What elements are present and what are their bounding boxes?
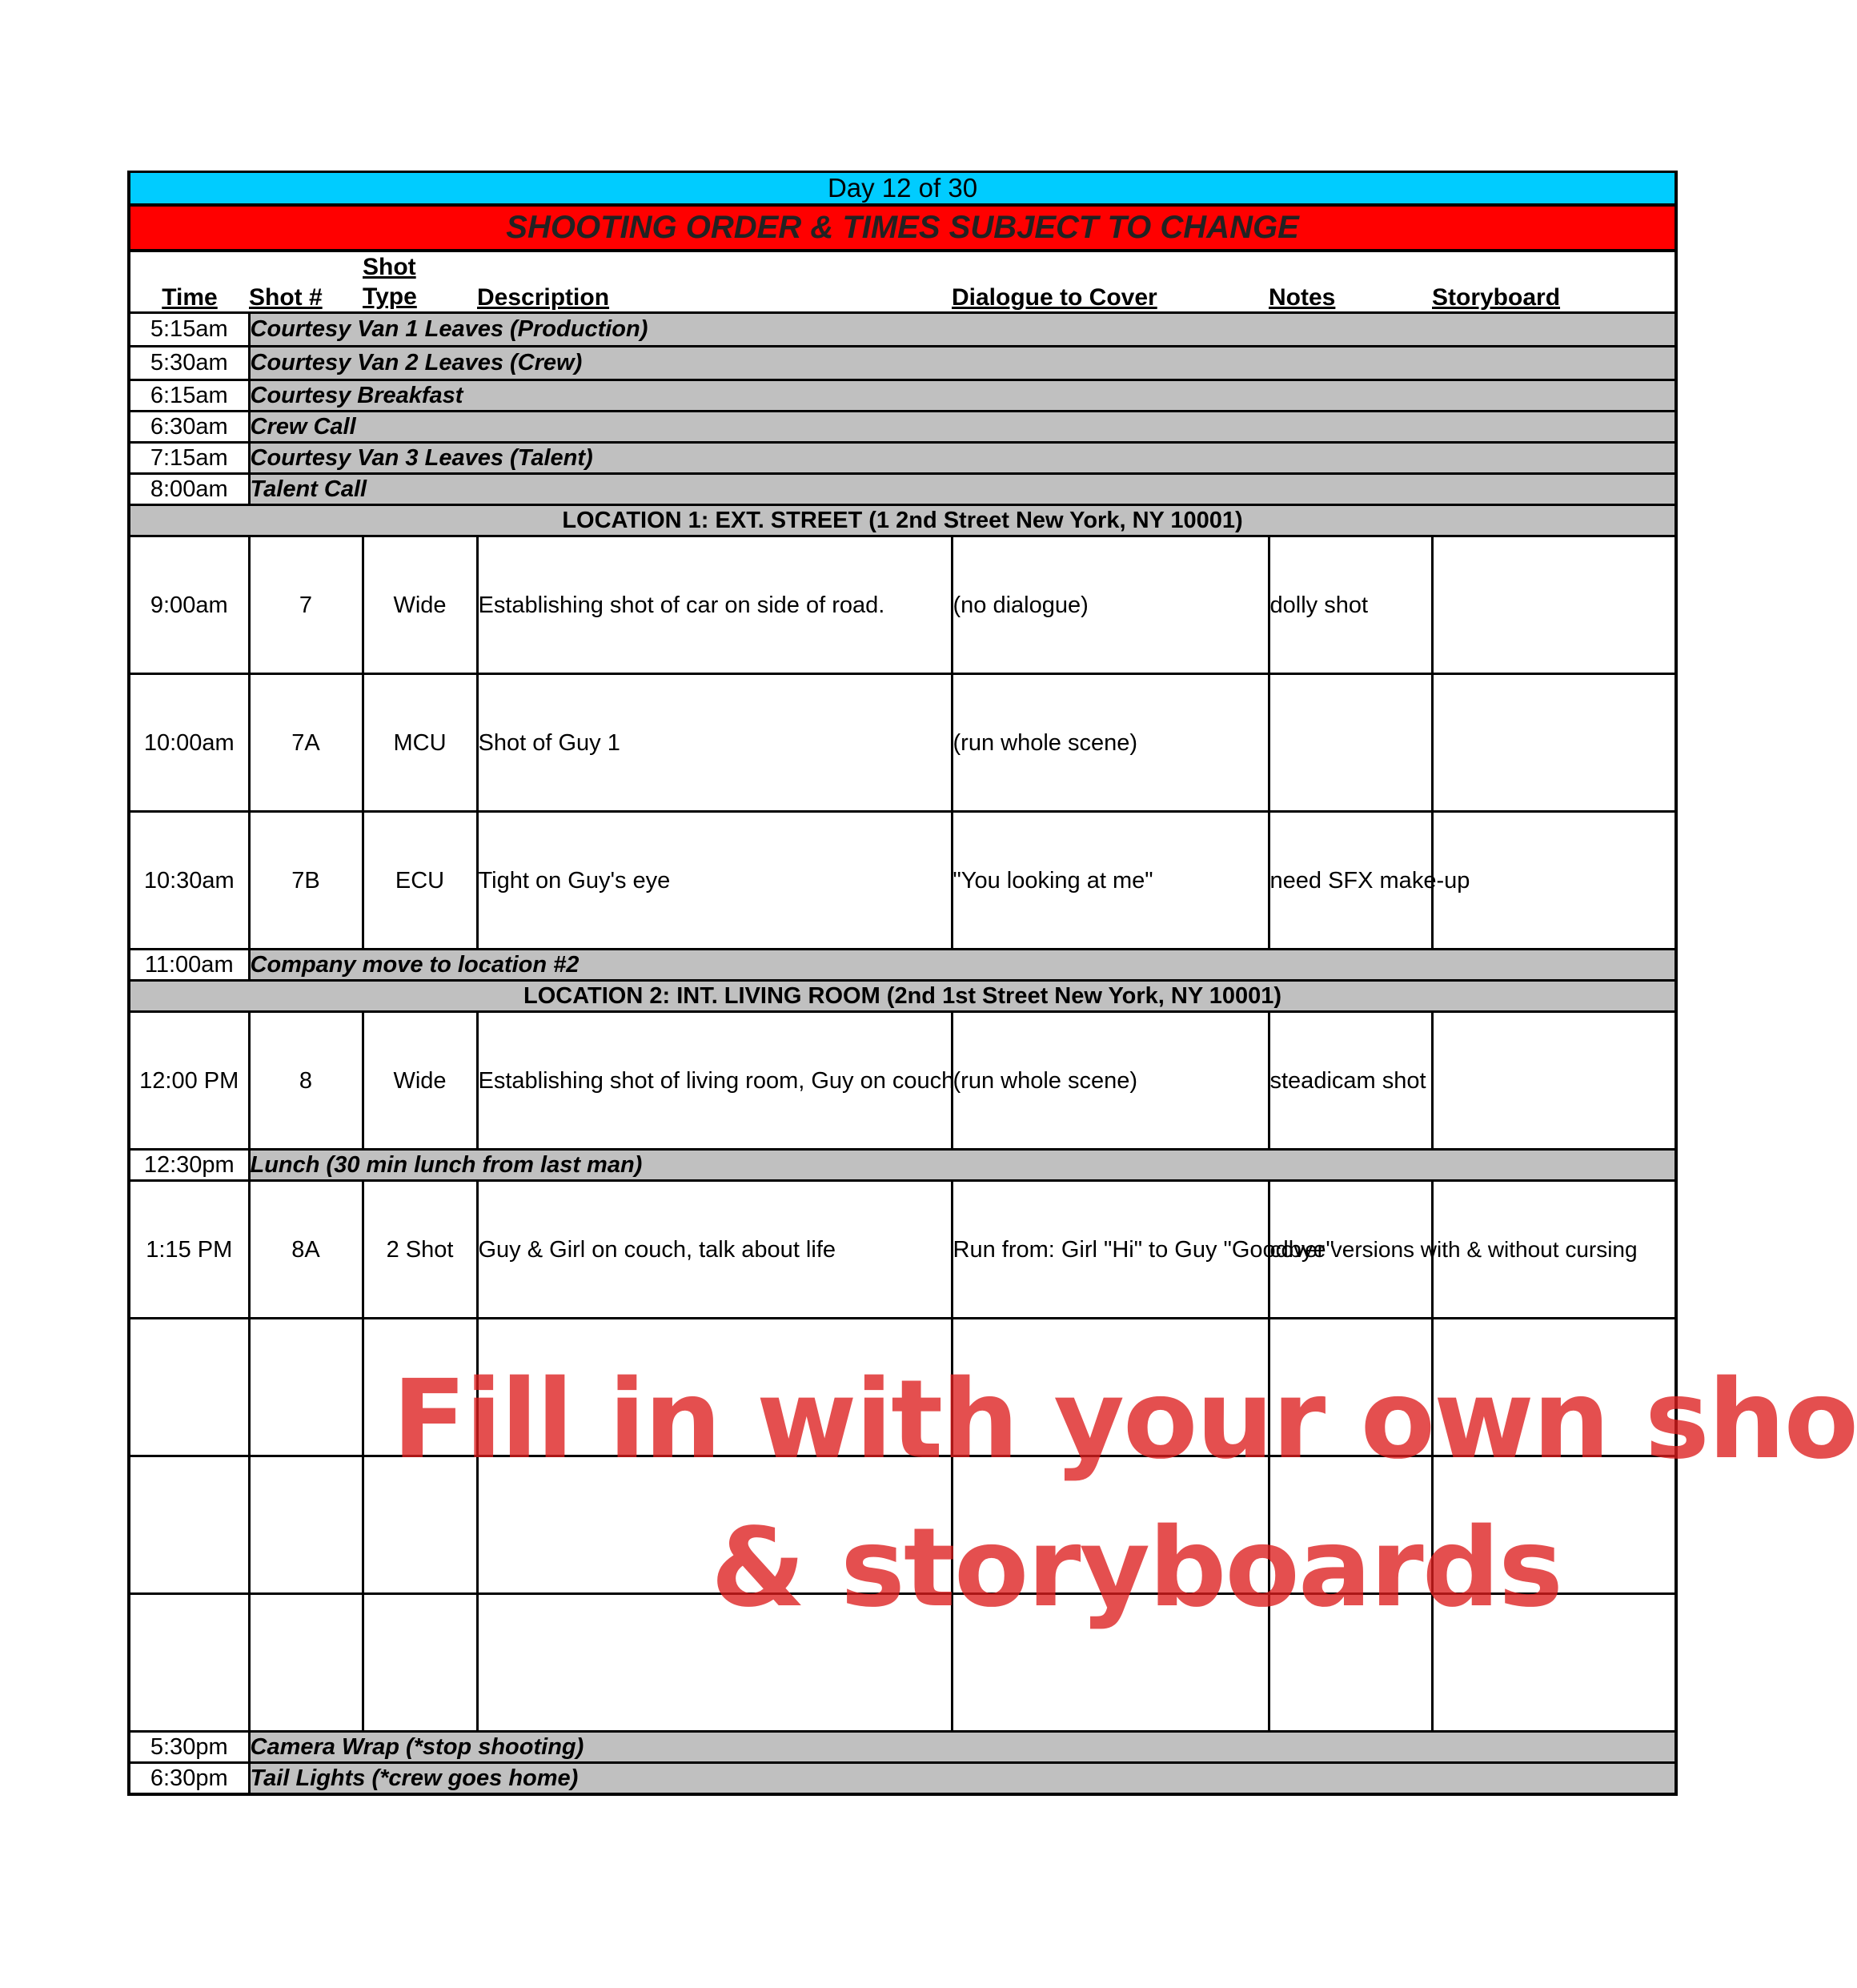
empty-cell[interactable] [363,1594,477,1732]
event-label: Lunch (30 min lunch from last man) [249,1150,1676,1181]
empty-cell[interactable] [249,1594,363,1732]
shot-type: 2 Shot [363,1181,477,1319]
event-label: Crew Call [249,412,1676,443]
header-notes: Notes [1269,284,1336,311]
empty-shot-row [129,1319,1676,1456]
shot-description: Tight on Guy's eye [477,812,952,950]
empty-cell[interactable] [1269,1456,1432,1594]
location-row [129,505,1676,536]
event-row [129,474,1676,505]
shot-time: 1:15 PM [129,1181,249,1319]
empty-cell[interactable] [477,1456,952,1594]
event-row [129,380,1676,412]
empty-cell[interactable] [1432,1594,1676,1732]
event-time: 6:30pm [129,1763,249,1795]
shot-dialogue: "You looking at me" [952,812,1269,950]
shot-type: ECU [363,812,477,950]
empty-cell[interactable] [129,1319,249,1456]
event-time: 5:30am [129,347,249,380]
shot-time: 9:00am [129,536,249,674]
event-time: 11:00am [129,950,249,981]
shot-time: 10:30am [129,812,249,950]
shot-row [129,812,1676,950]
shot-row [129,536,1676,674]
event-label: Courtesy Van 1 Leaves (Production) [249,313,1676,347]
event-time: 8:00am [129,474,249,505]
shot-dialogue: (no dialogue) [952,536,1269,674]
watermark-line-1: Fill in with your own sho [392,1357,1857,1484]
event-row [129,1763,1676,1795]
shot-notes: cover versions with & without cursing [1269,1181,1432,1319]
shot-number: 7A [249,674,363,812]
header-shot-type-bottom: Type [363,283,417,310]
event-row [129,443,1676,474]
event-row [129,412,1676,443]
empty-cell[interactable] [129,1594,249,1732]
shot-description: Establishing shot of living room, Guy on couch [477,1012,952,1150]
empty-cell[interactable] [477,1594,952,1732]
shot-row [129,674,1676,812]
event-row [129,950,1676,981]
shot-number: 7B [249,812,363,950]
event-label: Courtesy Van 2 Leaves (Crew) [249,347,1676,380]
header-shot-type [363,251,477,313]
empty-cell[interactable] [477,1319,952,1456]
location-1-heading: LOCATION 1: EXT. STREET (1 2nd Street New York, NY 10001) [129,505,1676,536]
event-label: Tail Lights (*crew goes home) [249,1763,1676,1795]
empty-cell[interactable] [129,1456,249,1594]
watermark-line-2: & storyboards [711,1505,1562,1632]
header-description: Description [477,284,610,311]
shot-storyboard [1432,536,1676,674]
event-time: 6:30am [129,412,249,443]
event-row [129,347,1676,380]
shot-notes: need SFX make-up [1269,812,1432,950]
empty-cell[interactable] [1432,1456,1676,1594]
empty-cell[interactable] [363,1456,477,1594]
empty-cell[interactable] [952,1594,1269,1732]
shot-notes: dolly shot [1269,536,1432,674]
event-label: Camera Wrap (*stop shooting) [249,1732,1676,1763]
shot-storyboard [1432,674,1676,812]
shot-notes [1269,674,1432,812]
shot-description: Guy & Girl on couch, talk about life [477,1181,952,1319]
shot-notes: steadicam shot [1269,1012,1432,1150]
shot-storyboard [1432,1012,1676,1150]
empty-cell[interactable] [249,1319,363,1456]
schedule-table [127,171,1678,1796]
shot-dialogue: (run whole scene) [952,674,1269,812]
header-shot-type-top: Shot [363,254,416,280]
shot-number: 7 [249,536,363,674]
event-label: Courtesy Breakfast [249,380,1676,412]
shot-type: Wide [363,1012,477,1150]
event-row [129,1150,1676,1181]
event-label: Talent Call [249,474,1676,505]
empty-shot-row [129,1456,1676,1594]
shot-description: Shot of Guy 1 [477,674,952,812]
shot-row [129,1012,1676,1150]
header-time: Time [129,251,249,313]
event-time: 12:30pm [129,1150,249,1181]
event-time: 7:15am [129,443,249,474]
shot-time: 10:00am [129,674,249,812]
shot-dialogue: (run whole scene) [952,1012,1269,1150]
header-shot-number: Shot # [249,284,323,311]
event-label: Courtesy Van 3 Leaves (Talent) [249,443,1676,474]
shot-number: 8A [249,1181,363,1319]
empty-cell[interactable] [363,1319,477,1456]
event-time: 6:15am [129,380,249,412]
event-row [129,1732,1676,1763]
header-storyboard: Storyboard [1432,251,1676,313]
empty-cell[interactable] [1432,1319,1676,1456]
shot-type: MCU [363,674,477,812]
empty-cell[interactable] [1269,1319,1432,1456]
warning-banner-row [129,205,1676,251]
empty-cell[interactable] [249,1456,363,1594]
shooting-schedule-sheet [127,171,1675,1796]
shot-row [129,1181,1676,1319]
shot-number: 8 [249,1012,363,1150]
event-label: Company move to location #2 [249,950,1676,981]
event-time: 5:30pm [129,1732,249,1763]
day-banner-row [129,172,1676,206]
empty-cell[interactable] [952,1456,1269,1594]
location-row [129,981,1676,1012]
shot-type: Wide [363,536,477,674]
location-2-heading: LOCATION 2: INT. LIVING ROOM (2nd 1st Street New York, NY 10001) [129,981,1676,1012]
empty-shot-row [129,1594,1676,1732]
event-row [129,313,1676,347]
schedule-warning: SHOOTING ORDER & TIMES SUBJECT TO CHANGE [129,205,1676,251]
event-time: 5:15am [129,313,249,347]
empty-cell[interactable] [952,1319,1269,1456]
day-counter: Day 12 of 30 [129,172,1676,206]
shot-dialogue: Run from: Girl "Hi" to Guy "Goodbye" [952,1181,1269,1319]
header-dialogue: Dialogue to Cover [952,284,1157,311]
shot-description: Establishing shot of car on side of road. [477,536,952,674]
column-header-row [129,251,1676,313]
empty-cell[interactable] [1269,1594,1432,1732]
shot-time: 12:00 PM [129,1012,249,1150]
